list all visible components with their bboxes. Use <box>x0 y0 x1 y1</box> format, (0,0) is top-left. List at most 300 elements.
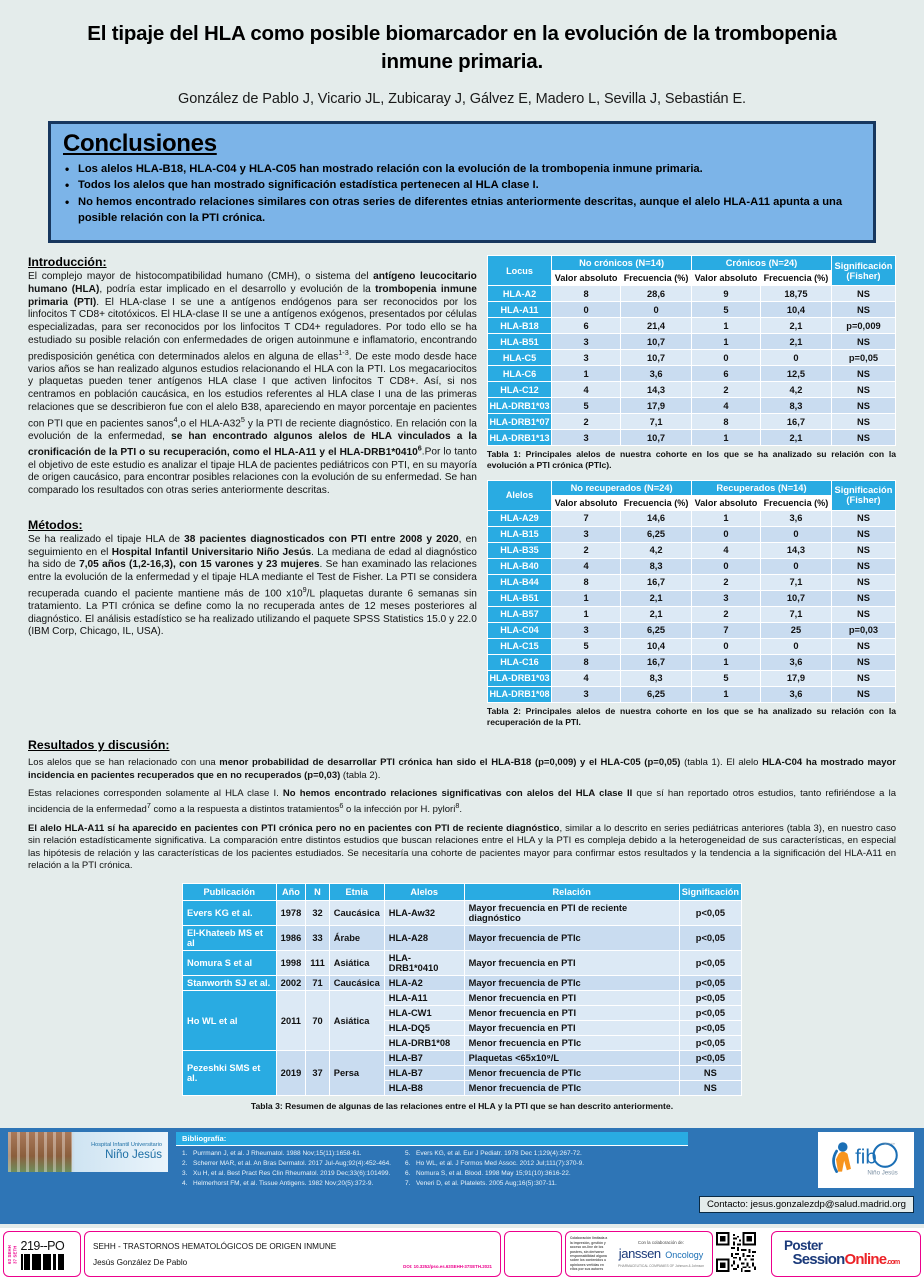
table-cell: 16,7 <box>621 574 692 590</box>
hospital-logo-line1: Hospital Infantil Universitario <box>91 1142 162 1149</box>
table1-sub-4: Frecuencia (%) <box>760 271 831 286</box>
table-cell: 4 <box>552 558 621 574</box>
table-row <box>487 286 895 302</box>
poster-header <box>0 0 924 107</box>
table-cell: 0 <box>692 638 761 654</box>
publication-year: 1998 <box>276 951 306 976</box>
table3-body <box>183 901 742 1096</box>
row-label: HLA-DRB1*13 <box>487 430 551 446</box>
table-cell: 17,9 <box>760 670 831 686</box>
table3-column-header: Publicación <box>183 884 277 901</box>
methods-text: Se ha realizado el tipaje HLA de 38 pacientes diagnosticados con PTI entre 2008 y 2020, en seguimiento en el Hospital Infantil Universitario Niño Jesús. La mediana de edad al diagnóstico ha sido de 7,05 años (1,2-16,3), con 15 varones y 23 mujeres. Se han examinado las relaciones entre la evolución de la enfermedad y el tipaje HLA mediante el Test de Fisher. La PTI se considera recuperada cuando el paciente mantiene más de 100 $x10^9/L$ plaquetas durante 6 semanas sin tratamiento. La PTI crónica se define como la no recuperada antes de 12 meses posteriores al diagnóstico. El análisis estadístico se ha realizado utilizando el paquete SPSS Statistics 15.0 y 22.0 (IBM Corp, Chicago, IL, USA). <box>28 533 477 638</box>
table-cell: 2 <box>552 414 621 430</box>
table-row <box>183 976 742 991</box>
table-cell: 17,9 <box>621 398 692 414</box>
table2-significance-header: Significación (Fisher) <box>831 480 895 510</box>
table-row <box>183 951 742 976</box>
table-row <box>183 901 742 926</box>
janssen-wordmark: janssen <box>618 1246 661 1261</box>
table-cell: NS <box>831 590 895 606</box>
table-cell: NS <box>831 334 895 350</box>
significance-cell: p<0,05 <box>679 901 741 926</box>
table-cell: 3,6 <box>760 686 831 702</box>
list-item: • No hemos encontrado relaciones similares con otras series de diferentes etnias anteriormente descritas, aunque el alelo HLA-A11 apunta a una posible relación con la PTI crónica. <box>63 195 861 227</box>
table-cell: 8,3 <box>760 398 831 414</box>
row-label: HLA-B51 <box>487 590 551 606</box>
table3-column-header: N <box>306 884 330 901</box>
congress-label: 63 SEHH 37 SETH <box>7 1244 18 1264</box>
table1-sub-1: Valor absoluto <box>552 271 621 286</box>
table-cell: 4,2 <box>621 542 692 558</box>
row-label: HLA-B18 <box>487 318 551 334</box>
main-columns <box>28 255 896 728</box>
methods-heading: Métodos: <box>28 517 83 532</box>
table-cell: NS <box>831 510 895 526</box>
table-cell: NS <box>831 670 895 686</box>
table-cell: NS <box>831 654 895 670</box>
bottom-band <box>0 1128 924 1224</box>
relation-cell: Mayor frecuencia en PTI <box>464 1021 679 1036</box>
qr-code[interactable] <box>716 1232 756 1272</box>
allele-cell: HLA-A28 <box>384 926 464 951</box>
table-cell: 3 <box>692 590 761 606</box>
table3-column-header: Significación <box>679 884 741 901</box>
table-cell: 3 <box>552 686 621 702</box>
publication-n: 71 <box>306 976 330 991</box>
bibliography-heading: Bibliografía: <box>176 1132 688 1146</box>
table2-sub-4: Frecuencia (%) <box>760 495 831 510</box>
significance-cell: p<0,05 <box>679 926 741 951</box>
table-cell: 2 <box>692 382 761 398</box>
doi-text: DOI: 10.3252/pso.es.63SEHH-37SETH.2021 <box>403 1264 492 1269</box>
table-cell: 3,6 <box>621 366 692 382</box>
sponsor-disclaimer: Colaboración limitada a la impresión, gestión y acceso on-line de los posters, sin derivarse responsabilidad alguna sobre los contenidos u opiniones vertidas en ellos por sus autores <box>570 1236 608 1272</box>
table-cell: 1 <box>692 654 761 670</box>
table-cell: 14,3 <box>760 542 831 558</box>
table-cell: 0 <box>621 302 692 318</box>
bibliography-entry: 4. Helmerhorst FM, et al. Tissue Antigens. 1982 Nov;20(5):372-9. <box>182 1179 374 1187</box>
table3-header-row <box>183 884 742 901</box>
publication-ethnicity: Persa <box>329 1051 384 1096</box>
table2-caption: Tabla 2: Principales alelos de nuestra cohorte en los que se ha analizado su relación con la recuperación de la PTI. <box>486 705 896 727</box>
table-cell: 6 <box>692 366 761 382</box>
page-title: El tipaje del HLA como posible biomarcador en la evolución de la trombopenia inmune primaria. <box>87 22 837 74</box>
table-cell: 8 <box>552 286 621 302</box>
row-label: HLA-B40 <box>487 558 551 574</box>
table-cell: 3,6 <box>760 510 831 526</box>
table2-sub-3: Valor absoluto <box>692 495 761 510</box>
relation-cell: Plaquetas <65x10⁹/L <box>464 1051 679 1066</box>
table-cell: 6 <box>552 318 621 334</box>
table-cell: 2 <box>552 542 621 558</box>
table-cell: NS <box>831 542 895 558</box>
table-cell: 1 <box>552 366 621 382</box>
table1-body <box>487 286 895 446</box>
row-label: HLA-B15 <box>487 526 551 542</box>
relation-cell: Menor frecuencia en PTIc <box>464 1036 679 1051</box>
publication-name: Pezeshki SMS et al. <box>183 1051 277 1096</box>
row-label: HLA-C6 <box>487 366 551 382</box>
allele-cell: HLA-A11 <box>384 991 464 1006</box>
svg-text:fib: fib <box>855 1145 877 1169</box>
table-row <box>487 510 895 526</box>
publication-name: Ho WL et al <box>183 991 277 1051</box>
publication-ethnicity: Caucásica <box>329 976 384 991</box>
table-row <box>487 398 895 414</box>
barcode <box>21 1254 65 1270</box>
table-cell: 1 <box>692 510 761 526</box>
table-cell: 10,4 <box>621 638 692 654</box>
table-cell: 1 <box>692 318 761 334</box>
table-cell: p=0,05 <box>831 350 895 366</box>
publication-ethnicity: Caucásica <box>329 901 384 926</box>
row-label: HLA-A29 <box>487 510 551 526</box>
allele-cell: HLA-CW1 <box>384 1006 464 1021</box>
row-label: HLA-DRB1*03 <box>487 398 551 414</box>
table-1 <box>487 255 896 446</box>
relation-cell: Mayor frecuencia en PTI de reciente diagnóstico <box>464 901 679 926</box>
table1-sub-2: Frecuencia (%) <box>621 271 692 286</box>
results-section <box>28 738 896 873</box>
bibliography-block <box>176 1132 688 1189</box>
row-label: HLA-DRB1*07 <box>487 414 551 430</box>
table-cell: p=0,03 <box>831 622 895 638</box>
poster-number: 219--PO <box>20 1238 65 1253</box>
table-cell: 0 <box>692 558 761 574</box>
janssen-parent: PHARMACEUTICAL COMPANIES OF Johnson & Johnson <box>617 1264 705 1268</box>
table-row <box>487 366 895 382</box>
publication-year: 1978 <box>276 901 306 926</box>
results-heading: Resultados y discusión: <box>28 737 170 752</box>
row-label: HLA-C12 <box>487 382 551 398</box>
table1-group-2: Crónicos (N=24) <box>692 256 832 271</box>
table-row <box>487 542 895 558</box>
table-cell: 16,7 <box>760 414 831 430</box>
relation-cell: Mayor frecuencia de PTIc <box>464 976 679 991</box>
hospital-building-image <box>8 1132 72 1172</box>
publication-year: 2019 <box>276 1051 306 1096</box>
list-item: • Los alelos HLA-B18, HLA-C04 y HLA-C05 han mostrado relación con la evolución de la trombopenia inmune primaria. <box>63 162 861 178</box>
table-cell: 1 <box>552 606 621 622</box>
table-cell: 2 <box>692 606 761 622</box>
janssen-unit: Oncology <box>665 1250 704 1260</box>
publication-name: Evers KG et al. <box>183 901 277 926</box>
session-info-box <box>84 1231 501 1277</box>
bibliography-column-2 <box>405 1149 584 1189</box>
table-row <box>487 350 895 366</box>
allele-cell: HLA-B7 <box>384 1066 464 1081</box>
row-label: HLA-C15 <box>487 638 551 654</box>
table-cell: 3 <box>552 334 621 350</box>
hospital-logo <box>8 1132 168 1172</box>
table-row <box>487 302 895 318</box>
table-cell: NS <box>831 686 895 702</box>
significance-cell: NS <box>679 1066 741 1081</box>
allele-cell: HLA-DRB1*08 <box>384 1036 464 1051</box>
table-row <box>183 1051 742 1066</box>
table-cell: 0 <box>552 302 621 318</box>
bibliography-entry: 7. Veneri D, et al. Platelets. 2005 Aug;16(5):307-11. <box>404 1179 557 1187</box>
list-item: • Todos los alelos que han mostrado significación estadística pertenecen al HLA clase I. <box>63 178 861 194</box>
table-cell: 5 <box>692 302 761 318</box>
table-cell: 5 <box>692 670 761 686</box>
table-cell: p=0,009 <box>831 318 895 334</box>
hospital-logo-line2: Niño Jesús <box>105 1148 162 1161</box>
table-cell: 2,1 <box>621 590 692 606</box>
table3-column-header: Año <box>276 884 306 901</box>
table-row <box>487 430 895 446</box>
table1-sub-3: Valor absoluto <box>692 271 761 286</box>
table2-corner: Alelos <box>487 480 551 510</box>
allele-cell: HLA-B7 <box>384 1051 464 1066</box>
table-cell: 8 <box>552 654 621 670</box>
relation-cell: Mayor frecuencia de PTIc <box>464 926 679 951</box>
table-2 <box>487 480 896 703</box>
publication-name: Stanworth SJ et al. <box>183 976 277 991</box>
postersessiononline-logo[interactable] <box>771 1231 921 1277</box>
row-label: HLA-B51 <box>487 334 551 350</box>
table-row <box>487 654 895 670</box>
table-cell: 0 <box>692 350 761 366</box>
psl-line1: Poster <box>784 1238 823 1254</box>
table-cell: 0 <box>760 350 831 366</box>
table-cell: 7,1 <box>621 414 692 430</box>
table-cell: NS <box>831 286 895 302</box>
row-label: HLA-DRB1*03 <box>487 670 551 686</box>
fib-logo <box>818 1132 914 1188</box>
janssen-sponsor-box <box>565 1231 713 1277</box>
psl-online: Online <box>844 1251 887 1269</box>
publication-n: 32 <box>306 901 330 926</box>
table-cell: 3,6 <box>760 654 831 670</box>
allele-cell: HLA-DRB1*0410 <box>384 951 464 976</box>
publication-n: 70 <box>306 991 330 1051</box>
table-cell: 1 <box>692 686 761 702</box>
row-label: HLA-B35 <box>487 542 551 558</box>
poster-footer <box>0 1228 924 1280</box>
publication-year: 2002 <box>276 976 306 991</box>
table-row <box>487 670 895 686</box>
table-row <box>487 590 895 606</box>
table2-sub-1: Valor absoluto <box>552 495 621 510</box>
table-cell: NS <box>831 638 895 654</box>
bibliography-column-1 <box>182 1149 391 1189</box>
table3-caption: Tabla 3: Resumen de algunas de las relaciones entre el HLA y la PTI que se han descrito anteriormente. <box>250 1101 674 1112</box>
row-label: HLA-C16 <box>487 654 551 670</box>
table-cell: NS <box>831 414 895 430</box>
table-row <box>183 926 742 951</box>
results-paragraph: Los alelos que se han relacionado con una menor probabilidad de desarrollar PTI crónica han sido el HLA-B18 (p=0,009) y el HLA-C05 (p=0,05) (tabla 1). El alelo HLA-C04 ha mostrado mayor incidencia en pacientes recuperados que en no recuperados (p=0,03) (tabla 2). <box>28 756 896 781</box>
bibliography-entry: 1. Purrmann J, et al. J Rheumatol. 1988 Nov;15(11):1658-61. <box>182 1150 362 1157</box>
publication-name: Nomura S et al <box>183 951 277 976</box>
table-row <box>487 606 895 622</box>
publication-name: El-Khateeb MS et al <box>183 926 277 951</box>
poster-code-box <box>3 1231 81 1277</box>
conclusions-box <box>48 121 876 244</box>
table-cell: NS <box>831 558 895 574</box>
table-cell: 8 <box>552 574 621 590</box>
publication-year: 2011 <box>276 991 306 1051</box>
publication-year: 1986 <box>276 926 306 951</box>
table-cell: 10,4 <box>760 302 831 318</box>
relation-cell: Menor frecuencia de PTIc <box>464 1081 679 1096</box>
table-row <box>487 526 895 542</box>
table-row <box>487 318 895 334</box>
table2-group-1: No recuperados (N=24) <box>552 480 692 495</box>
table-cell: 4 <box>552 382 621 398</box>
table-cell: 10,7 <box>760 590 831 606</box>
intro-text: El complejo mayor de histocompatibilidad humano (CMH), o sistema del antígeno leucocitario humano (HLA), podría estar implicado en el desarrollo y evolución de la trombopenia inmune primaria (PTI). El HLA-clase I se une a antígenos endógenos para ser reconocidos por los linfocitos T CD8+ citotóxicos. El HLA-clase II se une a antígenos exógenos, presentados por células especializadas, para ser reconocidos por los linfocitos T CD4+ reguladores. Por todo ello se ha estudiado su posible relación con enfermedades de origen autoinmune e inflamatorio, encontrando predisposición genética con determinados alelos en alguna de ellas$^{1-3}$. De este modo desde hace varios años se han realizado algunos estudios relacionando el HLA con la PTI. Los megacariocitos y plaquetas pueden tener antígenos HLA clase I que activen linfocitos T CD8+. Así, si nos centramos en población caucásica, en los estudios referentes al HLA clase I una de las primeras relaciones que se describieron fue con el alelo B38, apareciendo en mayor porcentaje en pacientes con PTI que en pacientes sanos$^4$,o el HLA-$A32^5$ y la PTI de reciente diagnóstico. En relación con la evolución de la enfermedad, se han encontrado algunos alelos de HLA vinculados a la cronificación de la PTI o su recuperación, como el HLA-A11 y el HLA-DRB1*0410$^6$.Por lo tanto el objetivo de este estudio es analizar el tipaje HLA de pacientes pediátricos con PTI, en su mayoría de origen caucásico, para encontrar posibles relaciones con la evolución de su enfermedad. Se han comparado los resultados con otras series anteriormente descritas. <box>28 271 477 497</box>
relation-cell: Menor frecuencia en PTI <box>464 1006 679 1021</box>
results-paragraph: El alelo HLA-A11 sí ha aparecido en pacientes con PTI crónica pero no en pacientes con PTI de reciente diagnóstico, similar a lo descrito en series pediátricas anteriores (tabla 3), en nuestro caso sin relación estadísticamente significativa. La comparación entre distintos estudios que buscan relaciones entre el HLA y la PTI es compleja debido a la heterogeneidad de sus características, en especial las hipótesis de relación y las características de los pacientes estudiados. Se necesitaría una cohorte de pacientes mayor para confirmar estos resultados y la tendencia a la significación del HLA-A11 en relación a la PTI crónica. <box>28 822 896 872</box>
table-3 <box>182 883 742 1096</box>
table-cell: 10,7 <box>621 350 692 366</box>
publication-n: 37 <box>306 1051 330 1096</box>
allele-cell: HLA-B8 <box>384 1081 464 1096</box>
row-label: HLA-DRB1*08 <box>487 686 551 702</box>
row-label: HLA-A2 <box>487 286 551 302</box>
session-name: SEHH - TRASTORNOS HEMATOLÓGICOS DE ORIGEN INMUNE <box>93 1241 337 1251</box>
psl-com: .com <box>886 1259 900 1267</box>
table2-sub-2: Frecuencia (%) <box>621 495 692 510</box>
table-cell: 7 <box>552 510 621 526</box>
intro-heading: Introducción: <box>28 255 107 270</box>
table-cell: 2,1 <box>621 606 692 622</box>
table-cell: NS <box>831 574 895 590</box>
table-cell: 9 <box>692 286 761 302</box>
row-label: HLA-B44 <box>487 574 551 590</box>
table-row <box>487 622 895 638</box>
table1-group-1: No crónicos (N=14) <box>552 256 692 271</box>
table-cell: 5 <box>552 398 621 414</box>
table-cell: 6,25 <box>621 686 692 702</box>
table-cell: 18,75 <box>760 286 831 302</box>
table-cell: 6,25 <box>621 526 692 542</box>
publication-ethnicity: Árabe <box>329 926 384 951</box>
table-cell: 8,3 <box>621 558 692 574</box>
table3-column-header: Relación <box>464 884 679 901</box>
psl-line2 <box>793 1253 900 1267</box>
table-cell: 3 <box>552 622 621 638</box>
table1-caption: Tabla 1: Principales alelos de nuestra cohorte en los que se ha analizado su relación con la evolución a PTI crónica (PTIc). <box>486 449 896 471</box>
table-cell: 1 <box>692 334 761 350</box>
table-cell: 0 <box>760 638 831 654</box>
table-row <box>487 558 895 574</box>
relation-cell: Menor frecuencia en PTI <box>464 991 679 1006</box>
table-cell: 0 <box>692 526 761 542</box>
table-cell: 10,7 <box>621 430 692 446</box>
table1-significance-header: Significación (Fisher) <box>831 256 895 286</box>
table-row <box>487 334 895 350</box>
table-cell: 21,4 <box>621 318 692 334</box>
conclusions-heading: Conclusiones <box>63 129 217 157</box>
table-cell: NS <box>831 430 895 446</box>
row-label: HLA-A11 <box>487 302 551 318</box>
table-cell: 3 <box>552 350 621 366</box>
presenter-name: Jesús González De Pablo <box>93 1257 188 1267</box>
significance-cell: p<0,05 <box>679 1036 741 1051</box>
bibliography-entry: 5. Evers KG, et al. Eur J Pediatr. 1978 Dec 1;129(4):267-72. <box>404 1150 582 1157</box>
contact-bar: Contacto: jesus.gonzalezdp@salud.madrid.org <box>699 1196 914 1213</box>
table-cell: 4,2 <box>760 382 831 398</box>
table-cell: 4 <box>692 542 761 558</box>
table-cell: NS <box>831 382 895 398</box>
table-cell: NS <box>831 398 895 414</box>
table-cell: NS <box>831 366 895 382</box>
table-cell: 2,1 <box>760 318 831 334</box>
table-cell: 8,3 <box>621 670 692 686</box>
significance-cell: p<0,05 <box>679 1021 741 1036</box>
table-3-wrapper <box>182 883 742 1111</box>
significance-cell: p<0,05 <box>679 991 741 1006</box>
table-row <box>487 686 895 702</box>
table-cell: 14,3 <box>621 382 692 398</box>
row-label: HLA-B57 <box>487 606 551 622</box>
relation-cell: Menor frecuencia de PTIc <box>464 1066 679 1081</box>
table-cell: 3 <box>552 526 621 542</box>
fib-logo-graphic <box>825 1136 907 1184</box>
publication-ethnicity: Asiática <box>329 951 384 976</box>
table-cell: 14,6 <box>621 510 692 526</box>
significance-cell: p<0,05 <box>679 951 741 976</box>
svg-text:Fundación: Fundación <box>882 1142 896 1146</box>
row-label: HLA-C04 <box>487 622 551 638</box>
table2-body <box>487 510 895 702</box>
table-cell: 25 <box>760 622 831 638</box>
table-cell: 7,1 <box>760 606 831 622</box>
table-cell: 7,1 <box>760 574 831 590</box>
table-cell: 4 <box>692 398 761 414</box>
right-column <box>487 255 896 728</box>
relation-cell: Mayor frecuencia en PTI <box>464 951 679 976</box>
fib-logo-caption: Niño Jesús <box>867 1169 898 1177</box>
table-cell: 1 <box>552 590 621 606</box>
bibliography-entry: 2. Scherrer MAR, et al. An Bras Dermatol. 2017 Jul-Aug;92(4):452-464. <box>182 1159 391 1167</box>
table-cell: 8 <box>692 414 761 430</box>
table-row <box>487 382 895 398</box>
table-row <box>487 638 895 654</box>
publication-n: 111 <box>306 951 330 976</box>
table-cell: 10,7 <box>621 334 692 350</box>
allele-cell: HLA-DQ5 <box>384 1021 464 1036</box>
publication-ethnicity: Asiática <box>329 991 384 1051</box>
significance-cell: p<0,05 <box>679 1051 741 1066</box>
table3-column-header: Etnia <box>329 884 384 901</box>
table-row <box>183 991 742 1006</box>
left-column <box>28 255 477 728</box>
table-cell: 0 <box>760 558 831 574</box>
significance-cell: NS <box>679 1081 741 1096</box>
table1-corner: Locus <box>487 256 551 286</box>
table-cell: 4 <box>552 670 621 686</box>
allele-cell: HLA-A2 <box>384 976 464 991</box>
qr-code-box[interactable] <box>716 1232 768 1277</box>
conclusions-list <box>63 162 861 228</box>
results-paragraph: Estas relaciones corresponden solamente al HLA clase I. No hemos encontrado relaciones significativas con alelos del HLA clase II que sí han reportado otros estudios, tanto refiriéndose a la incidencia de la enfermedad$^7$ como a la respuesta a distintos tratamientos$^6$ o la infección por H. pylori$^8$. <box>28 788 896 815</box>
sponsor-with-label: Con la colaboración de: <box>637 1240 685 1245</box>
table-cell: 12,5 <box>760 366 831 382</box>
allele-cell: HLA-Aw32 <box>384 901 464 926</box>
table-row <box>487 574 895 590</box>
footer-blank-box <box>504 1231 562 1277</box>
table-cell: 3 <box>552 430 621 446</box>
row-label: HLA-C5 <box>487 350 551 366</box>
table-cell: NS <box>831 526 895 542</box>
table-cell: 2,1 <box>760 430 831 446</box>
table-cell: 6,25 <box>621 622 692 638</box>
table-cell: 0 <box>760 526 831 542</box>
table-cell: 2,1 <box>760 334 831 350</box>
